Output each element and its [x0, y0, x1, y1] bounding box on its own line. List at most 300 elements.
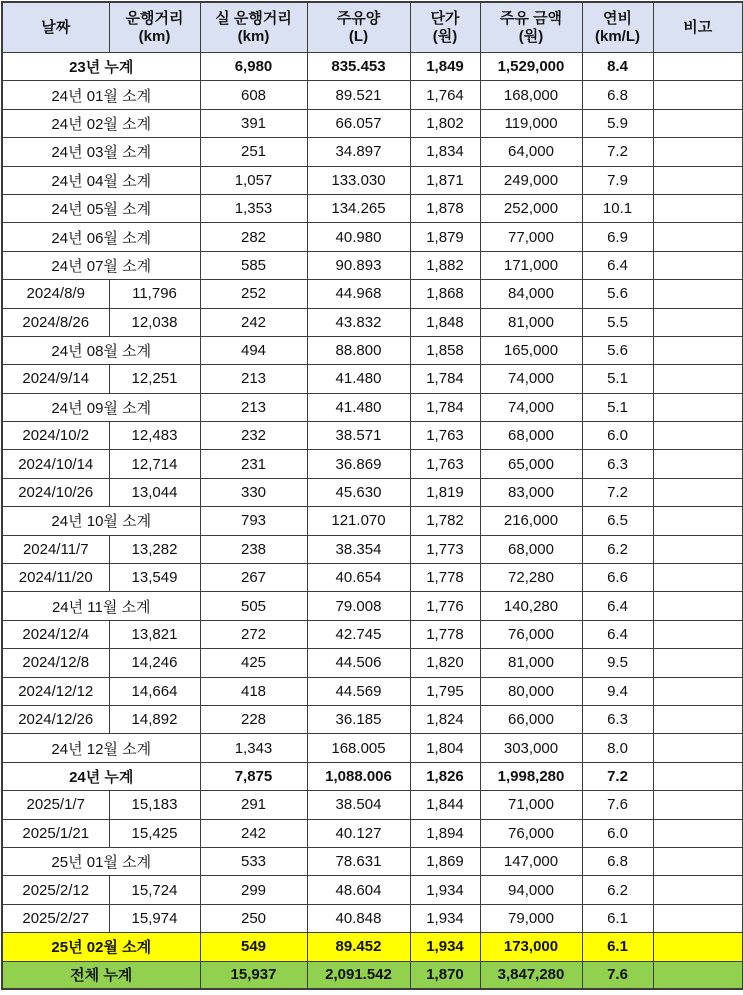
date-cell: 2024/12/8 — [2, 649, 109, 677]
date-cell: 2024/10/14 — [2, 450, 109, 478]
real-distance-cell: 585 — [200, 251, 307, 279]
efficiency-cell: 6.0 — [582, 819, 653, 847]
fuel-cost-cell: 249,000 — [480, 166, 582, 194]
efficiency-cell: 7.2 — [582, 762, 653, 790]
note-cell — [653, 592, 743, 620]
fuel-volume-cell: 89.521 — [307, 81, 410, 109]
subtotal-row — [2, 507, 743, 535]
entry-row — [2, 280, 743, 308]
unit-price-cell: 1,869 — [410, 847, 480, 875]
unit-price-cell: 1,894 — [410, 819, 480, 847]
unit-price-cell: 1,934 — [410, 876, 480, 904]
fuel-cost-cell: 119,000 — [480, 109, 582, 137]
unit-price-cell: 1,784 — [410, 393, 480, 421]
note-cell — [653, 933, 743, 961]
row-label-cell: 24년 11월 소계 — [2, 592, 200, 620]
unit-price-cell: 1,824 — [410, 705, 480, 733]
unit-price-cell: 1,834 — [410, 138, 480, 166]
row-label-cell: 24년 01월 소계 — [2, 81, 200, 109]
odometer-cell: 13,282 — [109, 535, 200, 563]
unit-price-cell: 1,848 — [410, 308, 480, 336]
fuel-volume-cell: 90.893 — [307, 251, 410, 279]
fuel-log-table — [1, 1, 743, 990]
note-cell — [653, 336, 743, 364]
efficiency-cell: 5.6 — [582, 336, 653, 364]
real-distance-cell: 238 — [200, 535, 307, 563]
row-label-cell: 24년 05월 소계 — [2, 194, 200, 222]
unit-price-cell: 1,763 — [410, 422, 480, 450]
odometer-cell: 12,038 — [109, 308, 200, 336]
date-cell: 2024/11/7 — [2, 535, 109, 563]
entry-row — [2, 478, 743, 506]
real-distance-cell: 391 — [200, 109, 307, 137]
fuel-volume-cell: 38.354 — [307, 535, 410, 563]
fuel-volume-cell: 133.030 — [307, 166, 410, 194]
fuel-volume-cell: 66.057 — [307, 109, 410, 137]
fuel-volume-cell: 48.604 — [307, 876, 410, 904]
real-distance-cell: 1,343 — [200, 734, 307, 762]
fuel-volume-cell: 34.897 — [307, 138, 410, 166]
fuel-volume-cell: 45.630 — [307, 478, 410, 506]
fuel-volume-cell: 44.569 — [307, 677, 410, 705]
fuel-cost-cell: 173,000 — [480, 933, 582, 961]
row-label-cell: 24년 07월 소계 — [2, 251, 200, 279]
unit-price-cell: 1,849 — [410, 53, 480, 81]
real-distance-cell: 232 — [200, 422, 307, 450]
unit-price-cell: 1,819 — [410, 478, 480, 506]
row-label-cell: 24년 10월 소계 — [2, 507, 200, 535]
fuel-cost-cell: 83,000 — [480, 478, 582, 506]
real-distance-cell: 494 — [200, 336, 307, 364]
unit-price-cell: 1,868 — [410, 280, 480, 308]
date-cell: 2024/11/20 — [2, 564, 109, 592]
fuel-volume-cell: 78.631 — [307, 847, 410, 875]
date-cell: 2024/12/4 — [2, 620, 109, 648]
fuel-cost-cell: 147,000 — [480, 847, 582, 875]
efficiency-cell: 6.0 — [582, 422, 653, 450]
header-odometer-unit: (km) — [138, 27, 171, 45]
odometer-cell: 12,483 — [109, 422, 200, 450]
note-cell — [653, 507, 743, 535]
fuel-cost-cell: 3,847,280 — [480, 961, 582, 989]
note-cell — [653, 961, 743, 989]
odometer-cell: 15,425 — [109, 819, 200, 847]
header-efficiency-unit: (km/L) — [595, 27, 640, 45]
date-cell: 2025/2/12 — [2, 876, 109, 904]
real-distance-cell: 793 — [200, 507, 307, 535]
unit-price-cell: 1,934 — [410, 904, 480, 932]
real-distance-cell: 533 — [200, 847, 307, 875]
header-fuel-cost-unit: (원) — [518, 27, 544, 45]
efficiency-cell: 6.1 — [582, 904, 653, 932]
efficiency-cell: 6.5 — [582, 507, 653, 535]
fuel-cost-cell: 66,000 — [480, 705, 582, 733]
odometer-cell: 13,549 — [109, 564, 200, 592]
unit-price-cell: 1,870 — [410, 961, 480, 989]
note-cell — [653, 762, 743, 790]
subtotal-row — [2, 734, 743, 762]
row-label-cell: 24년 04월 소계 — [2, 166, 200, 194]
efficiency-cell: 7.9 — [582, 166, 653, 194]
entry-row — [2, 904, 743, 932]
note-cell — [653, 422, 743, 450]
fuel-volume-cell: 40.848 — [307, 904, 410, 932]
header-efficiency-label: 연비 — [603, 9, 632, 27]
efficiency-cell: 6.8 — [582, 847, 653, 875]
real-distance-cell: 505 — [200, 592, 307, 620]
unit-price-cell: 1,934 — [410, 933, 480, 961]
efficiency-cell: 6.4 — [582, 592, 653, 620]
header-real-distance — [200, 2, 307, 53]
efficiency-cell: 6.2 — [582, 535, 653, 563]
date-cell: 2024/10/2 — [2, 422, 109, 450]
date-cell: 2024/10/26 — [2, 478, 109, 506]
note-cell — [653, 365, 743, 393]
real-distance-cell: 228 — [200, 705, 307, 733]
entry-row — [2, 422, 743, 450]
note-cell — [653, 649, 743, 677]
row-label-cell: 24년 02월 소계 — [2, 109, 200, 137]
odometer-cell: 12,714 — [109, 450, 200, 478]
unit-price-cell: 1,778 — [410, 564, 480, 592]
date-cell: 2025/2/27 — [2, 904, 109, 932]
efficiency-cell: 6.1 — [582, 933, 653, 961]
odometer-cell: 14,892 — [109, 705, 200, 733]
entry-row — [2, 308, 743, 336]
note-cell — [653, 81, 743, 109]
subtotal-row — [2, 592, 743, 620]
note-cell — [653, 734, 743, 762]
subtotal-row — [2, 166, 743, 194]
unit-price-cell: 1,795 — [410, 677, 480, 705]
entry-row — [2, 649, 743, 677]
real-distance-cell: 330 — [200, 478, 307, 506]
efficiency-cell: 6.3 — [582, 450, 653, 478]
fuel-volume-cell: 42.745 — [307, 620, 410, 648]
real-distance-cell: 425 — [200, 649, 307, 677]
header-fuel-volume-unit: (L) — [348, 27, 369, 45]
real-distance-cell: 242 — [200, 819, 307, 847]
date-cell: 2025/1/21 — [2, 819, 109, 847]
row-label-cell: 24년 누계 — [2, 762, 200, 790]
odometer-cell: 14,246 — [109, 649, 200, 677]
subtotal-row — [2, 194, 743, 222]
date-cell: 2024/8/26 — [2, 308, 109, 336]
efficiency-cell: 9.4 — [582, 677, 653, 705]
real-distance-cell: 213 — [200, 365, 307, 393]
header-fuel-cost-label: 주유 금액 — [499, 9, 563, 27]
odometer-cell: 15,183 — [109, 791, 200, 819]
fuel-volume-cell: 40.980 — [307, 223, 410, 251]
fuel-volume-cell: 40.127 — [307, 819, 410, 847]
fuel-volume-cell: 41.480 — [307, 393, 410, 421]
real-distance-cell: 549 — [200, 933, 307, 961]
header-unit-price — [410, 2, 480, 53]
header-fuel-volume — [307, 2, 410, 53]
fuel-cost-cell: 94,000 — [480, 876, 582, 904]
total-row — [2, 53, 743, 81]
note-cell — [653, 791, 743, 819]
row-label-cell: 24년 03월 소계 — [2, 138, 200, 166]
row-label-cell: 24년 12월 소계 — [2, 734, 200, 762]
row-label-cell: 24년 09월 소계 — [2, 393, 200, 421]
header-unit-price-label: 단가 — [430, 9, 460, 27]
note-cell — [653, 223, 743, 251]
subtotal-row — [2, 109, 743, 137]
real-distance-cell: 282 — [200, 223, 307, 251]
real-distance-cell: 242 — [200, 308, 307, 336]
fuel-cost-cell: 80,000 — [480, 677, 582, 705]
note-cell — [653, 109, 743, 137]
fuel-cost-cell: 77,000 — [480, 223, 582, 251]
note-cell — [653, 904, 743, 932]
header-fuel-cost — [480, 2, 582, 53]
real-distance-cell: 6,980 — [200, 53, 307, 81]
grand-total-row — [2, 961, 743, 989]
unit-price-cell: 1,858 — [410, 336, 480, 364]
unit-price-cell: 1,820 — [410, 649, 480, 677]
subtotal-row — [2, 81, 743, 109]
efficiency-cell: 7.6 — [582, 961, 653, 989]
date-cell: 2024/12/12 — [2, 677, 109, 705]
odometer-cell: 13,044 — [109, 478, 200, 506]
subtotal-row — [2, 393, 743, 421]
fuel-volume-cell: 43.832 — [307, 308, 410, 336]
row-label-cell: 25년 02월 소계 — [2, 933, 200, 961]
fuel-volume-cell: 89.452 — [307, 933, 410, 961]
note-cell — [653, 677, 743, 705]
date-cell: 2024/12/26 — [2, 705, 109, 733]
unit-price-cell: 1,826 — [410, 762, 480, 790]
entry-row — [2, 564, 743, 592]
odometer-cell: 13,821 — [109, 620, 200, 648]
fuel-volume-cell: 38.504 — [307, 791, 410, 819]
note-cell — [653, 166, 743, 194]
unit-price-cell: 1,878 — [410, 194, 480, 222]
header-date-label: 날짜 — [41, 18, 71, 36]
efficiency-cell: 5.9 — [582, 109, 653, 137]
fuel-volume-cell: 835.453 — [307, 53, 410, 81]
unit-price-cell: 1,763 — [410, 450, 480, 478]
note-cell — [653, 280, 743, 308]
entry-row — [2, 677, 743, 705]
fuel-volume-cell: 1,088.006 — [307, 762, 410, 790]
entry-row — [2, 876, 743, 904]
note-cell — [653, 450, 743, 478]
note-cell — [653, 138, 743, 166]
table-header — [2, 2, 743, 53]
fuel-cost-cell: 74,000 — [480, 393, 582, 421]
subtotal-row — [2, 223, 743, 251]
fuel-volume-cell: 40.654 — [307, 564, 410, 592]
row-label-cell: 25년 01월 소계 — [2, 847, 200, 875]
header-note-label: 비고 — [683, 18, 713, 36]
efficiency-cell: 10.1 — [582, 194, 653, 222]
current-subtotal-row — [2, 933, 743, 961]
efficiency-cell: 6.6 — [582, 564, 653, 592]
real-distance-cell: 213 — [200, 393, 307, 421]
real-distance-cell: 608 — [200, 81, 307, 109]
unit-price-cell: 1,802 — [410, 109, 480, 137]
odometer-cell: 14,664 — [109, 677, 200, 705]
fuel-cost-cell: 76,000 — [480, 819, 582, 847]
subtotal-row — [2, 138, 743, 166]
efficiency-cell: 5.1 — [582, 365, 653, 393]
fuel-cost-cell: 1,998,280 — [480, 762, 582, 790]
fuel-cost-cell: 72,280 — [480, 564, 582, 592]
fuel-cost-cell: 171,000 — [480, 251, 582, 279]
efficiency-cell: 6.8 — [582, 81, 653, 109]
header-odometer — [109, 2, 200, 53]
efficiency-cell: 6.2 — [582, 876, 653, 904]
real-distance-cell: 250 — [200, 904, 307, 932]
efficiency-cell: 6.4 — [582, 620, 653, 648]
fuel-volume-cell: 38.571 — [307, 422, 410, 450]
header-date — [2, 2, 109, 53]
odometer-cell: 11,796 — [109, 280, 200, 308]
efficiency-cell: 8.0 — [582, 734, 653, 762]
fuel-cost-cell: 168,000 — [480, 81, 582, 109]
fuel-cost-cell: 216,000 — [480, 507, 582, 535]
fuel-volume-cell: 36.185 — [307, 705, 410, 733]
fuel-cost-cell: 84,000 — [480, 280, 582, 308]
fuel-log-table-wrapper — [1, 1, 742, 990]
subtotal-row — [2, 251, 743, 279]
unit-price-cell: 1,764 — [410, 81, 480, 109]
unit-price-cell: 1,844 — [410, 791, 480, 819]
fuel-volume-cell: 36.869 — [307, 450, 410, 478]
efficiency-cell: 8.4 — [582, 53, 653, 81]
fuel-cost-cell: 165,000 — [480, 336, 582, 364]
fuel-cost-cell: 64,000 — [480, 138, 582, 166]
fuel-cost-cell: 81,000 — [480, 649, 582, 677]
fuel-cost-cell: 79,000 — [480, 904, 582, 932]
date-cell: 2024/8/9 — [2, 280, 109, 308]
fuel-cost-cell: 303,000 — [480, 734, 582, 762]
fuel-volume-cell: 134.265 — [307, 194, 410, 222]
fuel-cost-cell: 74,000 — [480, 365, 582, 393]
header-note — [653, 2, 743, 53]
row-label-cell: 24년 06월 소계 — [2, 223, 200, 251]
fuel-cost-cell: 76,000 — [480, 620, 582, 648]
entry-row — [2, 819, 743, 847]
fuel-volume-cell: 44.968 — [307, 280, 410, 308]
efficiency-cell: 6.3 — [582, 705, 653, 733]
efficiency-cell: 6.4 — [582, 251, 653, 279]
date-cell: 2024/9/14 — [2, 365, 109, 393]
fuel-cost-cell: 252,000 — [480, 194, 582, 222]
note-cell — [653, 194, 743, 222]
entry-row — [2, 620, 743, 648]
row-label-cell: 전체 누계 — [2, 961, 200, 989]
unit-price-cell: 1,882 — [410, 251, 480, 279]
total-row — [2, 762, 743, 790]
real-distance-cell: 291 — [200, 791, 307, 819]
fuel-volume-cell: 44.506 — [307, 649, 410, 677]
real-distance-cell: 299 — [200, 876, 307, 904]
note-cell — [653, 535, 743, 563]
note-cell — [653, 308, 743, 336]
fuel-cost-cell: 81,000 — [480, 308, 582, 336]
fuel-cost-cell: 68,000 — [480, 422, 582, 450]
efficiency-cell: 5.1 — [582, 393, 653, 421]
fuel-cost-cell: 65,000 — [480, 450, 582, 478]
odometer-cell: 15,724 — [109, 876, 200, 904]
real-distance-cell: 418 — [200, 677, 307, 705]
efficiency-cell: 9.5 — [582, 649, 653, 677]
note-cell — [653, 876, 743, 904]
fuel-cost-cell: 1,529,000 — [480, 53, 582, 81]
table-body — [2, 53, 743, 990]
unit-price-cell: 1,871 — [410, 166, 480, 194]
unit-price-cell: 1,782 — [410, 507, 480, 535]
entry-row — [2, 705, 743, 733]
fuel-volume-cell: 2,091.542 — [307, 961, 410, 989]
row-label-cell: 24년 08월 소계 — [2, 336, 200, 364]
efficiency-cell: 7.6 — [582, 791, 653, 819]
odometer-cell: 12,251 — [109, 365, 200, 393]
real-distance-cell: 252 — [200, 280, 307, 308]
real-distance-cell: 7,875 — [200, 762, 307, 790]
efficiency-cell: 5.6 — [582, 280, 653, 308]
header-real-distance-label: 실 운행거리 — [215, 9, 292, 27]
real-distance-cell: 231 — [200, 450, 307, 478]
unit-price-cell: 1,776 — [410, 592, 480, 620]
subtotal-row — [2, 336, 743, 364]
fuel-volume-cell: 168.005 — [307, 734, 410, 762]
real-distance-cell: 251 — [200, 138, 307, 166]
row-label-cell: 23년 누계 — [2, 53, 200, 81]
fuel-volume-cell: 88.800 — [307, 336, 410, 364]
note-cell — [653, 847, 743, 875]
fuel-volume-cell: 121.070 — [307, 507, 410, 535]
note-cell — [653, 819, 743, 847]
fuel-cost-cell: 140,280 — [480, 592, 582, 620]
fuel-volume-cell: 41.480 — [307, 365, 410, 393]
note-cell — [653, 620, 743, 648]
fuel-cost-cell: 68,000 — [480, 535, 582, 563]
header-row — [2, 2, 743, 53]
header-odometer-label: 운행거리 — [125, 9, 184, 27]
unit-price-cell: 1,879 — [410, 223, 480, 251]
date-cell: 2025/1/7 — [2, 791, 109, 819]
real-distance-cell: 15,937 — [200, 961, 307, 989]
fuel-cost-cell: 71,000 — [480, 791, 582, 819]
efficiency-cell: 5.5 — [582, 308, 653, 336]
subtotal-row — [2, 847, 743, 875]
header-unit-price-unit: (원) — [432, 27, 458, 45]
note-cell — [653, 705, 743, 733]
note-cell — [653, 251, 743, 279]
real-distance-cell: 1,057 — [200, 166, 307, 194]
entry-row — [2, 450, 743, 478]
note-cell — [653, 564, 743, 592]
efficiency-cell: 7.2 — [582, 478, 653, 506]
header-fuel-volume-label: 주유양 — [336, 9, 381, 27]
efficiency-cell: 6.9 — [582, 223, 653, 251]
real-distance-cell: 272 — [200, 620, 307, 648]
unit-price-cell: 1,804 — [410, 734, 480, 762]
odometer-cell: 15,974 — [109, 904, 200, 932]
note-cell — [653, 53, 743, 81]
header-efficiency — [582, 2, 653, 53]
real-distance-cell: 267 — [200, 564, 307, 592]
note-cell — [653, 478, 743, 506]
efficiency-cell: 7.2 — [582, 138, 653, 166]
entry-row — [2, 791, 743, 819]
header-real-distance-unit: (km) — [237, 27, 270, 45]
unit-price-cell: 1,778 — [410, 620, 480, 648]
